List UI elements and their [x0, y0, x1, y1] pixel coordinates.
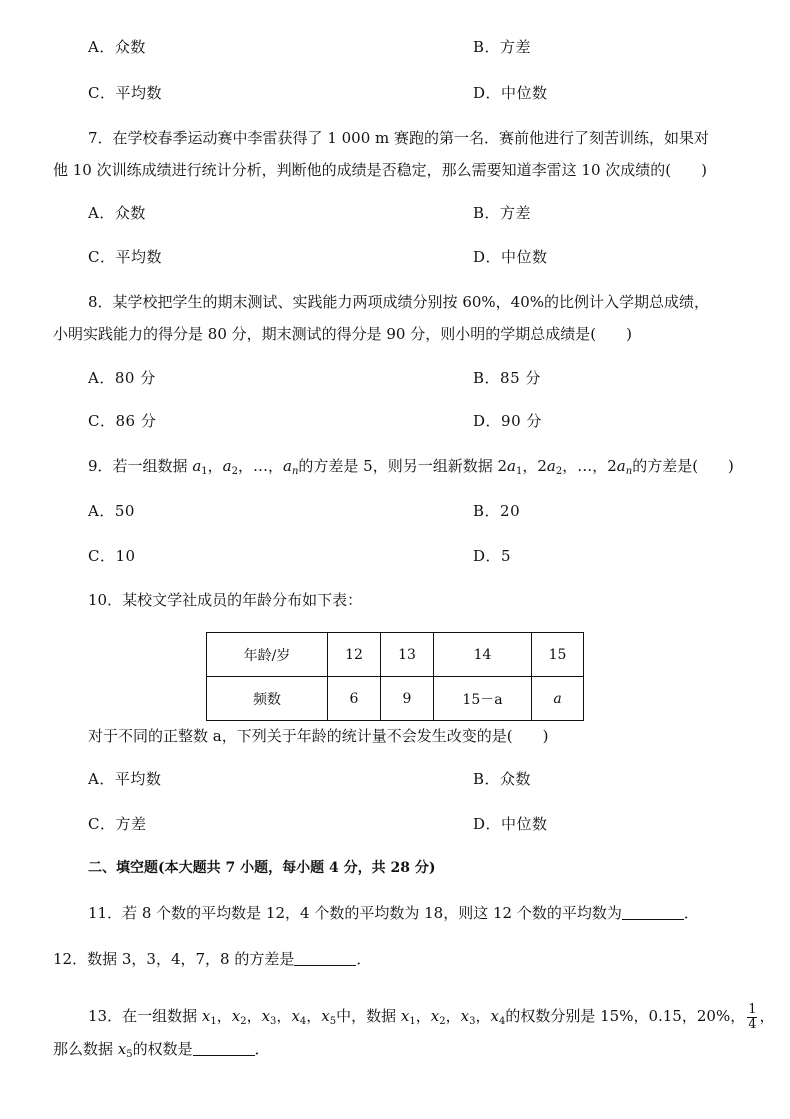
section-heading: 二、填空题(本大题共 7 小题，每小题 4 分，共 28 分)	[88, 860, 436, 876]
q7-option-b: B．方差	[473, 204, 532, 222]
table-cell: 15－a	[434, 677, 532, 721]
table-cell: 13	[381, 633, 434, 677]
q9-option-b: B．20	[473, 502, 521, 520]
table-cell: 9	[381, 677, 434, 721]
table-cell: 15	[532, 633, 584, 677]
table-cell: 14	[434, 633, 532, 677]
q6-option-d: D．中位数	[473, 84, 548, 102]
q10-option-d: D．中位数	[473, 815, 548, 833]
table-cell: 年龄/岁	[207, 633, 328, 677]
q11-stem: 11．若 8 个数的平均数是 12，4 个数的平均数为 18，则这 12 个数的平均数为 ．	[88, 904, 699, 922]
fraction: $\frac{1}{4}$	[748, 1001, 757, 1032]
q7-option-a: A．众数	[88, 204, 146, 222]
q9-option-c: C．10	[88, 547, 136, 565]
q6-option-a: A．众数	[88, 38, 146, 56]
q7-stem-line1: 7．在学校春季运动赛中李雷获得了 1 000 m 赛跑的第一名．赛前他进行了刻苦训练，如果对	[88, 129, 710, 147]
answer-blank	[622, 905, 684, 920]
q7-option-d: D．中位数	[473, 248, 548, 266]
table-cell: a	[532, 677, 584, 721]
q7-option-c: C．平均数	[88, 248, 162, 266]
table-row	[207, 677, 584, 721]
q9-stem: 9．若一组数据 $a_1$，$a_2$，…，$a_n$的方差是 5，则另一组新数据 $2a_1$，$2a_2$，…，$2a_n$的方差是( )	[88, 457, 734, 477]
q8-stem-line1: 8．某学校把学生的期末测试、实践能力两项成绩分别按 60%，40%的比例计入学期总成绩，	[88, 293, 709, 311]
answer-blank	[193, 1041, 255, 1056]
table-cell: 6	[328, 677, 381, 721]
q6-option-c: C．平均数	[88, 84, 162, 102]
q6-option-b: B．方差	[473, 38, 532, 56]
q8-stem-line2: 小明实践能力的得分是 80 分，期末测试的得分是 90 分，则小明的学期总成绩是( )	[53, 325, 632, 343]
age-frequency-table	[206, 632, 584, 721]
q9-option-d: D．5	[473, 547, 512, 565]
q9-option-a: A．50	[88, 502, 135, 520]
answer-blank	[294, 951, 356, 966]
q13-stem-line2: 那么数据 $x_5$的权数是 ．	[53, 1040, 270, 1060]
q7-stem-line2: 他 10 次训练成绩进行统计分析，判断他的成绩是否稳定，那么需要知道李雷这 10 次成绩的( )	[53, 161, 707, 179]
q8-option-d: D．90 分	[473, 412, 542, 430]
q10-option-b: B．众数	[473, 770, 532, 788]
table-cell: 频数	[207, 677, 328, 721]
q8-option-a: A．80 分	[88, 369, 156, 387]
q10-stem: 10．某校文学社成员的年龄分布如下表：	[88, 591, 363, 609]
q8-option-c: C．86 分	[88, 412, 157, 430]
table-cell: 12	[328, 633, 381, 677]
q10-option-a: A．平均数	[88, 770, 162, 788]
q10-stem-line2: 对于不同的正整数 a，下列关于年龄的统计量不会发生改变的是( )	[88, 727, 549, 745]
table-header-row	[207, 633, 584, 677]
q13-stem-line1: 13．在一组数据 $x_1$，$x_2$，$x_3$，$x_4$，$x_5$中，数据 $x_1$，$x_2$，$x_3$，$x_4$的权数分别是 15%，0.15，20%， $\frac{1}{4}$ ，	[88, 1001, 775, 1032]
q8-option-b: B．85 分	[473, 369, 541, 387]
q12-stem: 12．数据 3，3，4，7，8 的方差是 ．	[53, 950, 372, 968]
q10-option-c: C．方差	[88, 815, 147, 833]
